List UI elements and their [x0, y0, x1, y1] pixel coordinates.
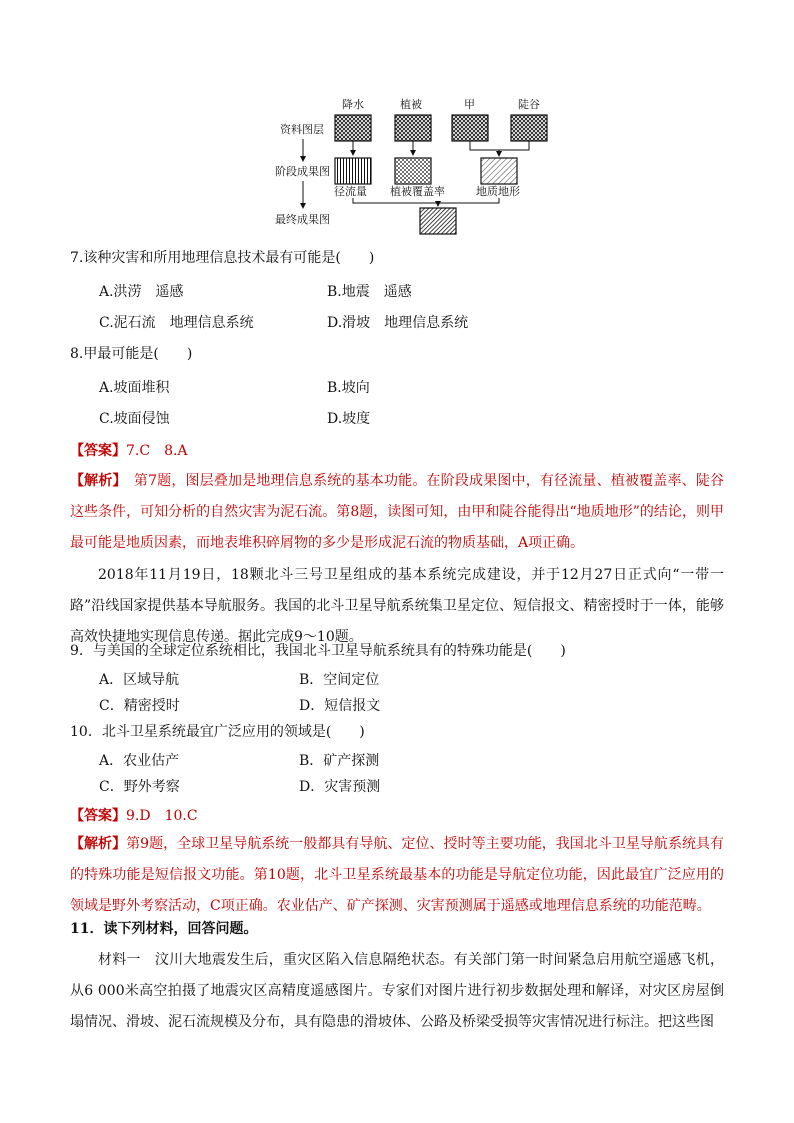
analysis-text: 第9题，全球卫星导航系统一般都具有导航、定位、授时等主要功能，我国北斗卫星导航系统具有的特殊功能是短信报文功能。第10题，北斗卫星系统最基本的功能是导航定位功能，因此最宜广泛应用的领域是野外考察活动，C项正确。农业估产、矿产探测、灾害预测属于遥感或地理信息系统的功能范畴。	[70, 836, 725, 914]
analysis-block-1	[70, 466, 724, 559]
q7-stem: 7.该种灾害和所用地理信息技术最有可能是( )	[70, 250, 375, 266]
analysis-tag: 【解析】	[70, 836, 127, 852]
stage-label-geology-terrain: 地质地形	[476, 185, 520, 198]
stage-label-runoff: 径流量	[334, 185, 367, 198]
q8-option-b: B.坡向	[327, 380, 370, 396]
row-label-data-layers: 资料图层	[280, 123, 324, 136]
q10-stem: 10．北斗卫星系统最宜广泛应用的领域是( )	[70, 724, 365, 740]
layer-box-jia	[452, 115, 488, 141]
gis-layer-diagram	[270, 95, 560, 240]
answer-block-1	[70, 441, 188, 461]
stage-box-geology-terrain	[481, 158, 517, 184]
q11-title: 11．读下列材料，回答问题。	[70, 921, 258, 937]
q10-option-b: B．矿产探测	[299, 753, 380, 769]
answer-tag: 【答案】	[70, 443, 126, 459]
answer-block-2	[70, 806, 198, 826]
q8-option-c: C.坡面侵蚀	[99, 411, 170, 427]
q9-option-a: A．区域导航	[99, 672, 180, 688]
answer-tag: 【答案】	[70, 808, 126, 824]
q9-stem: 9．与美国的全球定位系统相比，我国北斗卫星导航系统具有的特殊功能是( )	[70, 643, 566, 659]
analysis-tag: 【解析】	[70, 473, 120, 489]
q7-option-b: B.地震 遥感	[327, 284, 412, 300]
row-label-stage-results: 阶段成果图	[275, 165, 330, 178]
analysis-block-2	[70, 829, 724, 922]
q9-option-c: C．精密授时	[99, 698, 180, 714]
q8-option-d: D.坡度	[327, 411, 371, 427]
q7-option-a: A.洪涝 遥感	[99, 284, 184, 300]
layer-label-steep-valley: 陡谷	[518, 98, 540, 111]
final-result-box	[420, 208, 456, 234]
layer-box-precipitation	[335, 115, 371, 141]
layer-box-vegetation	[395, 115, 431, 141]
layer-box-steep-valley	[511, 115, 547, 141]
q9-option-d: D．短信报文	[299, 698, 381, 714]
stage-box-vegetation-cover	[395, 158, 431, 184]
layer-label-precipitation: 降水	[342, 98, 364, 111]
analysis-text: 第7题，图层叠加是地理信息系统的基本功能。在阶段成果图中，有径流量、植被覆盖率、陡谷这些条件，可知分析的自然灾害为泥石流。第8题，读图可知，由甲和陡谷能得出“地质地形”的结论，则甲最可能是地质因素，而地表堆积碎屑物的多少是形成泥石流的物质基础，A项正确。	[70, 473, 725, 551]
row-label-final-result: 最终成果图	[275, 213, 330, 226]
stage-box-runoff	[335, 158, 371, 184]
passage-beidou: 2018年11月19日，18颗北斗三号卫星组成的基本系统完成建设，并于12月27日正式向“一带一路”沿线国家提供基本导航服务。我国的北斗卫星导航系统集卫星定位、短信报文、精密授时于一体，能够高效快捷地实现信息传递。据此完成9～10题。	[70, 567, 724, 645]
q8-stem: 8.甲最可能是( )	[70, 346, 193, 362]
stage-label-vegetation-cover: 植被覆盖率	[390, 185, 445, 198]
q9-option-b: B．空间定位	[299, 672, 380, 688]
answer-text: 7.C 8.A	[126, 443, 188, 459]
layer-label-jia: 甲	[464, 98, 475, 111]
material-one: 材料一 汶川大地震发生后，重灾区陷入信息隔绝状态。有关部门第一时间紧急启用航空遥感飞机，从6 000米高空拍摄了地震灾区高精度遥感图片。专家们对图片进行初步数据处理和解译，对灾区房屋倒塌情况、滑坡、泥石流规模及分布，具有隐患的滑坡体、公路及桥梁受损等灾害情况进行标注。把这些图	[70, 952, 724, 1030]
q7-option-c: C.泥石流 地理信息系统	[99, 315, 254, 331]
q10-option-a: A．农业估产	[99, 753, 180, 769]
answer-text: 9.D 10.C	[126, 808, 198, 824]
q10-option-d: D．灾害预测	[299, 779, 381, 795]
layer-label-vegetation: 植被	[400, 98, 422, 111]
q7-option-d: D.滑坡 地理信息系统	[327, 315, 469, 331]
q10-option-c: C．野外考察	[99, 779, 180, 795]
q8-option-a: A.坡面堆积	[99, 380, 170, 396]
